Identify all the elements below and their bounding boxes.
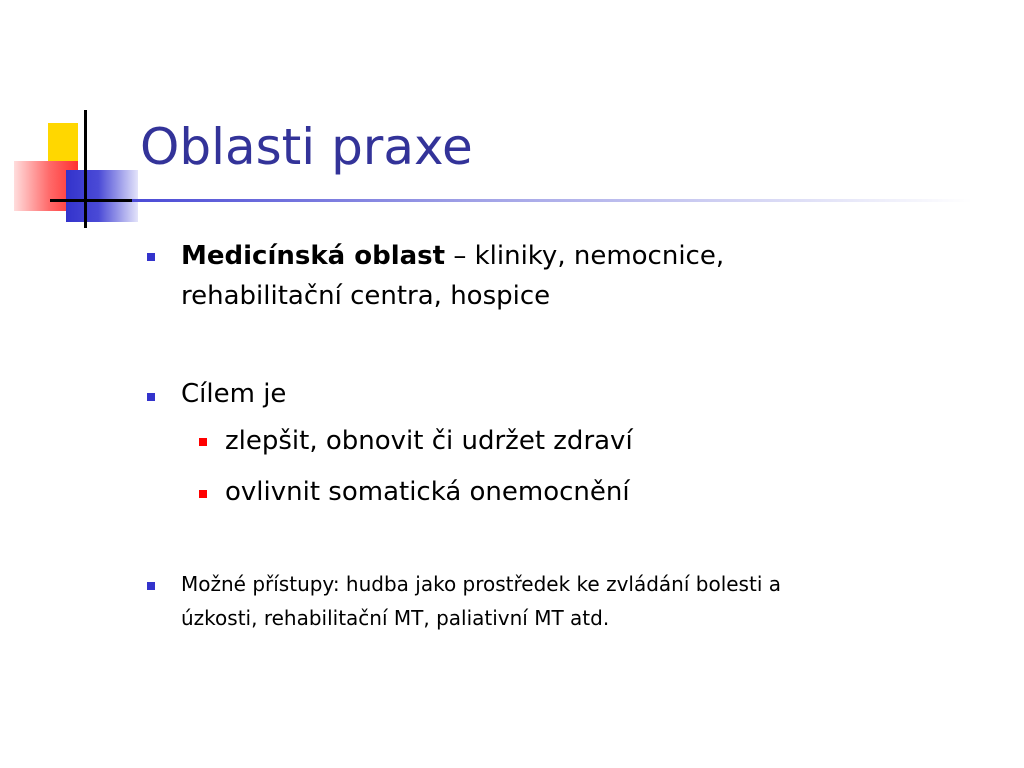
bullet-icon	[147, 253, 155, 261]
blue-square	[66, 170, 138, 222]
bullet-1-bold: Medicínská oblast	[181, 241, 446, 271]
horizontal-line	[50, 199, 132, 202]
sub-bullet-2: ovlivnit somatická onemocnění	[225, 477, 630, 507]
bullet-1-line-1	[181, 236, 724, 276]
yellow-square	[48, 123, 78, 161]
bullet-icon	[147, 582, 155, 590]
bullet-1-line-2: rehabilitační centra, hospice	[181, 281, 551, 311]
bullet-3-line-1: Možné přístupy: hudba jako prostředek ke zvládání bolesti a	[181, 572, 781, 596]
bullet-2-text: Cílem je	[181, 379, 287, 409]
sub-bullet-icon	[199, 490, 207, 498]
sub-bullet-1: zlepšit, obnovit či udržet zdraví	[225, 426, 633, 456]
vertical-line	[84, 110, 87, 228]
bullet-icon	[147, 393, 155, 401]
title-underline	[132, 199, 972, 202]
slide-title: Oblasti praxe	[140, 118, 473, 176]
decorative-logo	[0, 0, 140, 240]
bullet-3-line-2: úzkosti, rehabilitační MT, paliativní MT atd.	[181, 606, 610, 630]
sub-bullet-icon	[199, 438, 207, 446]
bullet-1-rest: – kliniky, nemocnice,	[445, 241, 725, 271]
